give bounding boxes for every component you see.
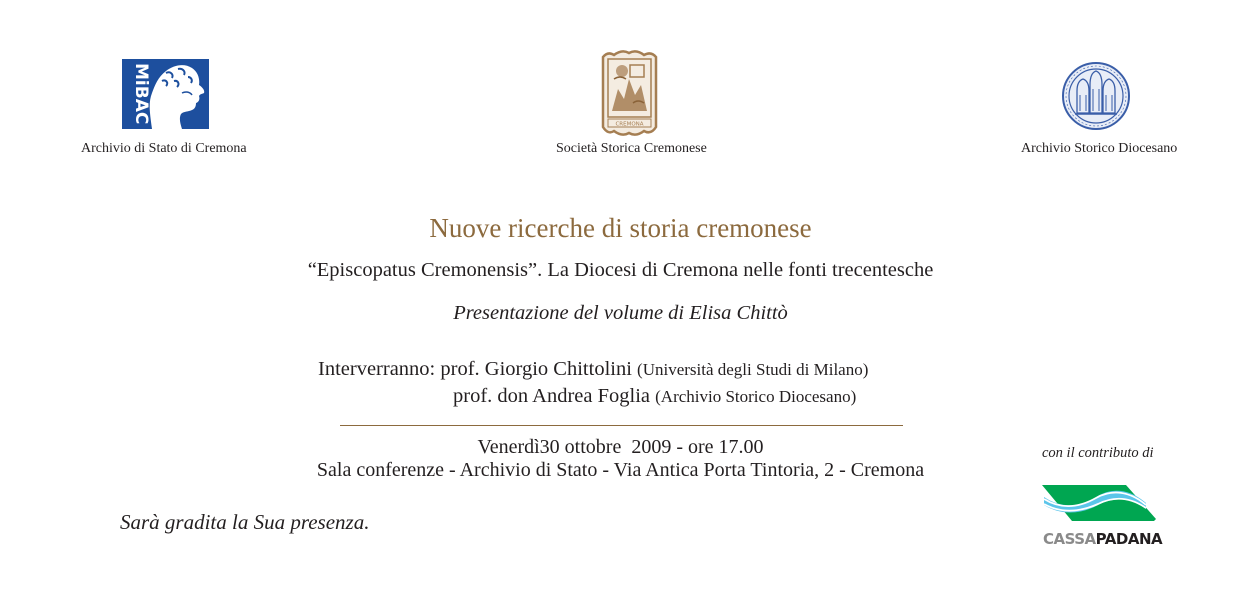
event-title: Nuove ricerche di storia cremonese [429, 213, 812, 243]
societa-storica-emblem-icon [600, 49, 659, 137]
divider-rule [340, 425, 903, 426]
event-datetime: Venerdì30 ottobre 2009 - ore 17.00 [477, 436, 764, 458]
speakers-intro: Interverranno: [318, 358, 436, 380]
cassa-padana-wave-icon [1042, 485, 1156, 521]
event-subtitle: “Episcopatus Cremonensis”. La Diocesi di Cremona nelle fonti trecentesche [307, 259, 934, 281]
speaker-affiliation: (Archivio Storico Diocesano) [655, 387, 857, 406]
speaker-name: prof. don Andrea Foglia [453, 385, 650, 407]
welcome-line: Sarà gradita la Sua presenza. [120, 510, 370, 534]
mibac-emblem-icon [122, 59, 209, 129]
speakers-line-1 [318, 358, 868, 381]
diocesano-seal-icon [1061, 61, 1131, 131]
archivio-diocesano-logo [1061, 61, 1131, 131]
societa-storica-logo [600, 49, 659, 137]
speaker-affiliation: (Università degli Studi di Milano) [637, 360, 869, 379]
logo-label-archivio-stato: Archivio di Stato di Cremona [81, 141, 247, 156]
speakers-line-2 [453, 385, 856, 408]
sponsor-intro: con il contributo di [1042, 445, 1154, 461]
logo-label-societa-storica: Società Storica Cremonese [556, 141, 707, 156]
speaker-name: prof. Giorgio Chittolini [440, 358, 632, 380]
logo-label-archivio-diocesano: Archivio Storico Diocesano [1021, 141, 1178, 156]
event-venue: Sala conferenze - Archivio di Stato - Via Antica Porta Tintoria, 2 - Cremona [316, 459, 925, 481]
mibac-logo [122, 59, 209, 129]
svg-text:CREMONA: CREMONA [615, 121, 644, 128]
svg-text:MiBAC: MiBAC [131, 63, 151, 125]
sponsor-name: CASSAPADANA [1043, 530, 1163, 548]
cassa-padana-logo [1042, 485, 1156, 521]
presentation-line: Presentazione del volume di Elisa Chittò [453, 302, 788, 324]
